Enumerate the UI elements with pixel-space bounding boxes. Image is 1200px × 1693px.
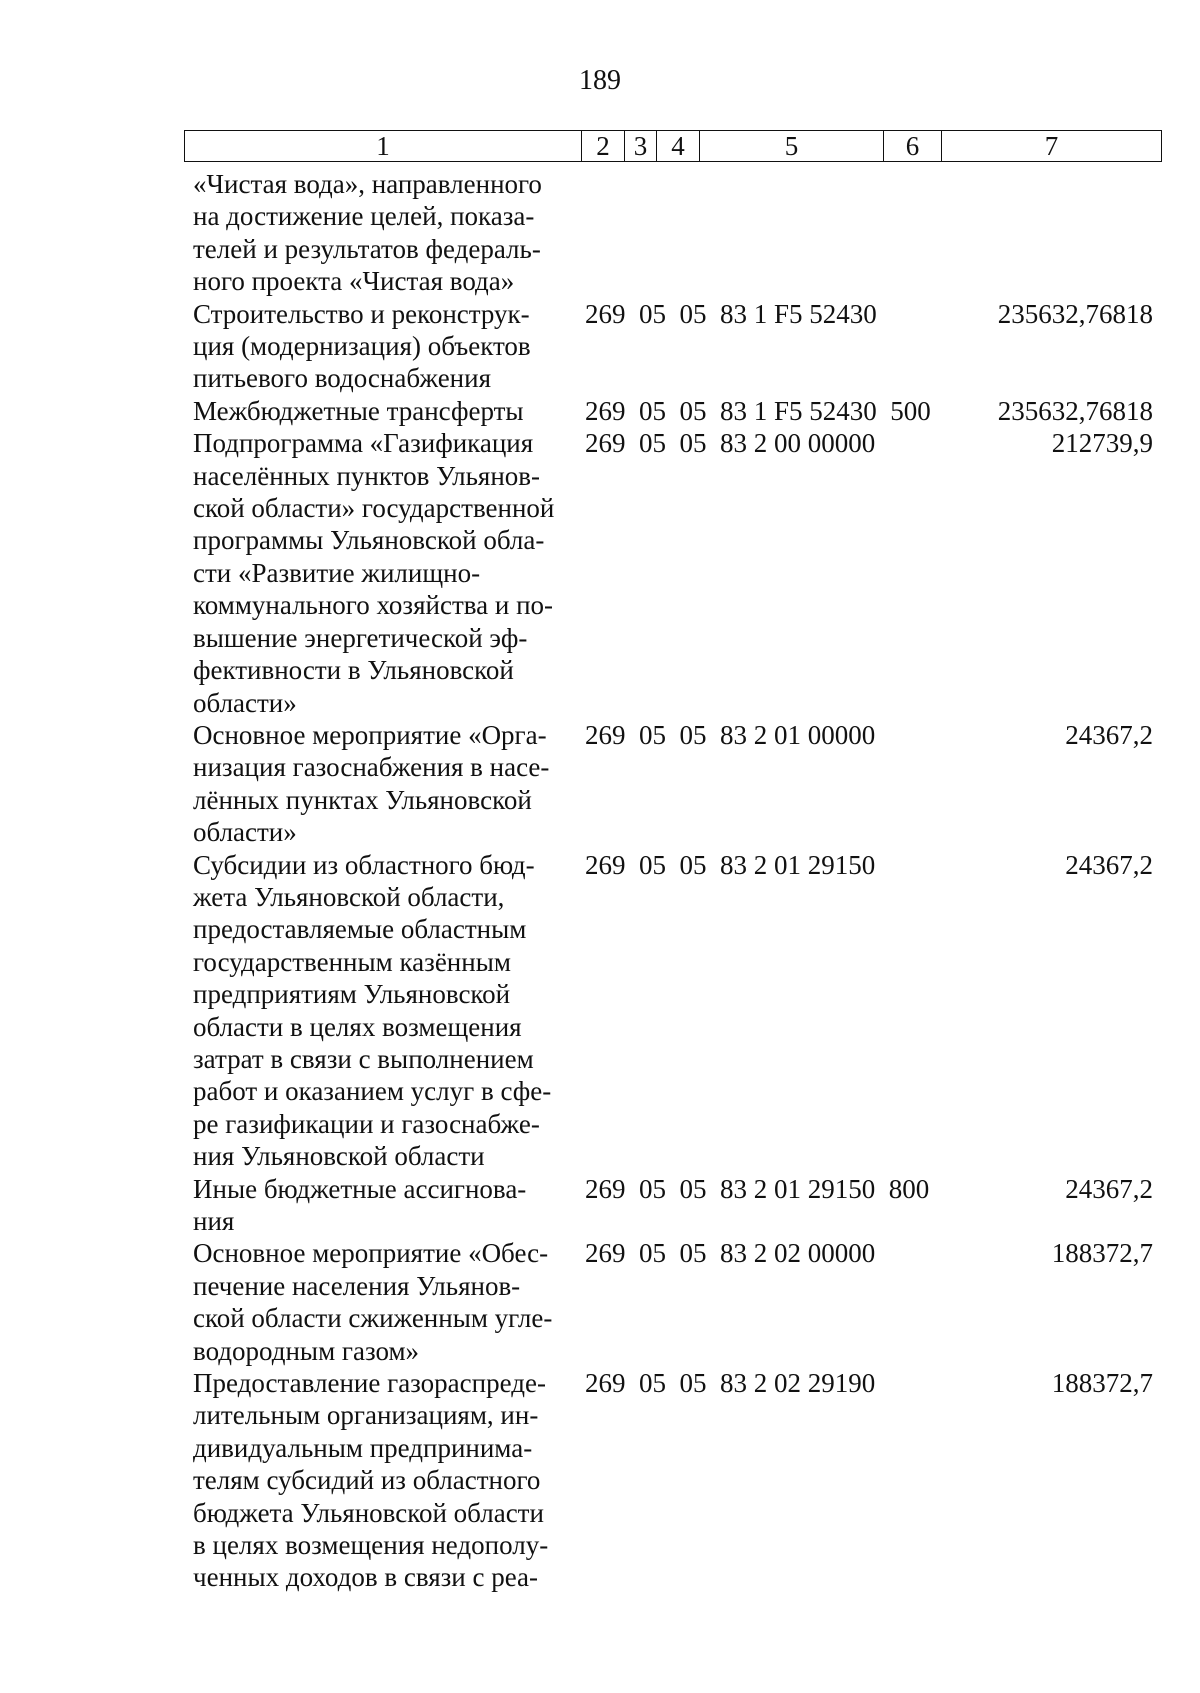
row-name-line: ченных доходов в связи с реа- bbox=[193, 1562, 539, 1593]
row-name-line: Иные бюджетные ассигнова- bbox=[193, 1173, 527, 1204]
row-name bbox=[193, 395, 571, 427]
row-name-line: водородным газом» bbox=[193, 1335, 420, 1366]
row-name-line: ния bbox=[193, 1206, 235, 1236]
row-name-line: ция (модернизация) объектов bbox=[193, 331, 531, 362]
header-col-2: 2 bbox=[582, 131, 625, 161]
header-col-6: 6 bbox=[884, 131, 942, 161]
row-name-line: ния Ульяновской области bbox=[193, 1141, 485, 1172]
row-name-line: лённых пунктах Ульяновской bbox=[193, 784, 532, 815]
row-name-line: населённых пунктов Ульянов- bbox=[193, 460, 541, 491]
row-name-line: бюджета Ульяновской области bbox=[193, 1497, 544, 1528]
row-code: 269 05 05 83 2 00 00000 bbox=[585, 428, 876, 459]
row-name bbox=[193, 168, 571, 298]
table-row bbox=[193, 298, 1153, 395]
row-value: 188372,7 bbox=[1051, 1368, 1153, 1399]
row-name-line: затрат в связи с выполнением bbox=[193, 1043, 534, 1074]
row-name bbox=[193, 298, 571, 395]
row-name-line: телям субсидий из областного bbox=[193, 1465, 541, 1496]
row-name-line: сти «Развитие жилищно- bbox=[193, 557, 481, 588]
header-col-5: 5 bbox=[700, 131, 884, 161]
row-name bbox=[193, 1367, 571, 1594]
row-name-line: области» bbox=[193, 687, 297, 718]
page-number: 189 bbox=[579, 65, 621, 96]
table-row bbox=[193, 719, 1153, 849]
row-name-line: «Чистая вода», направленного bbox=[193, 169, 542, 199]
row-code: 269 05 05 83 2 02 29190 bbox=[585, 1368, 876, 1399]
row-value: 235632,76818 bbox=[997, 298, 1153, 329]
table-row bbox=[193, 1173, 1153, 1238]
table-row bbox=[193, 395, 1153, 427]
row-name-line: вышение энергетической эф- bbox=[193, 622, 528, 653]
row-name-line: области» bbox=[193, 817, 297, 848]
row-value: 188372,7 bbox=[1051, 1238, 1153, 1269]
row-name-line: низация газоснабжения в насе- bbox=[193, 752, 550, 783]
table-row bbox=[193, 1367, 1153, 1594]
row-name-line: Основное мероприятие «Обес- bbox=[193, 1238, 549, 1269]
row-name-line: предоставляемые областным bbox=[193, 914, 527, 945]
header-col-7: 7 bbox=[1044, 131, 1059, 161]
row-name bbox=[193, 849, 571, 1173]
row-name-line: питьевого водоснабжения bbox=[193, 363, 491, 394]
row-name-line: дивидуальным предпринима- bbox=[193, 1432, 533, 1463]
row-value: 24367,2 bbox=[1065, 849, 1153, 880]
row-name-line: Предоставление газораспреде- bbox=[193, 1368, 546, 1399]
header-col-4: 4 bbox=[657, 131, 700, 161]
row-name-line: Межбюджетные трансферты bbox=[193, 395, 524, 426]
row-name-line: ре газификации и газоснабже- bbox=[193, 1108, 540, 1139]
row-name-line: жета Ульяновской области, bbox=[193, 881, 505, 912]
row-name-line: в целях возмещения недополу- bbox=[193, 1530, 549, 1561]
row-name-line: Субсидии из областного бюд- bbox=[193, 849, 535, 880]
header-col-1: 1 bbox=[185, 131, 582, 161]
row-name-line: телей и результатов федераль- bbox=[193, 233, 541, 264]
row-name-line: работ и оказанием услуг в сфе- bbox=[193, 1076, 552, 1107]
row-code: 269 05 05 83 2 01 00000 bbox=[585, 719, 876, 750]
table-row bbox=[193, 427, 1153, 719]
row-code: 269 05 05 83 2 01 29150 bbox=[585, 849, 876, 880]
row-value: 235632,76818 bbox=[997, 395, 1153, 426]
row-name-line: лительным организациям, ин- bbox=[193, 1400, 539, 1431]
table-header bbox=[184, 130, 1162, 162]
row-name-line: фективности в Ульяновской bbox=[193, 655, 514, 686]
row-name-line: на достижение целей, показа- bbox=[193, 201, 535, 232]
row-name bbox=[193, 1173, 571, 1238]
row-name-line: ного проекта «Чистая вода» bbox=[193, 266, 515, 297]
row-name-line: государственным казённым bbox=[193, 946, 511, 977]
row-name bbox=[193, 719, 571, 849]
header-col-3: 3 bbox=[625, 131, 657, 161]
row-name-line: печение населения Ульянов- bbox=[193, 1270, 521, 1301]
row-value: 212739,9 bbox=[1051, 428, 1153, 459]
row-code: 269 05 05 83 1 F5 52430 bbox=[585, 298, 877, 329]
row-name-line: коммунального хозяйства и по- bbox=[193, 590, 554, 621]
table-row bbox=[193, 168, 1153, 298]
row-name-line: Подпрограмма «Газификация bbox=[193, 428, 534, 459]
row-name-line: ской области» государственной bbox=[193, 493, 555, 524]
row-name-line: Основное мероприятие «Орга- bbox=[193, 719, 547, 750]
row-value: 24367,2 bbox=[1065, 1173, 1153, 1204]
table-row bbox=[193, 849, 1153, 1173]
row-code: 269 05 05 83 2 01 29150 800 bbox=[585, 1173, 930, 1204]
row-code: 269 05 05 83 2 02 00000 bbox=[585, 1238, 876, 1269]
table-row bbox=[193, 1237, 1153, 1367]
row-name-line: программы Ульяновской обла- bbox=[193, 525, 545, 556]
row-value: 24367,2 bbox=[1065, 719, 1153, 750]
row-code: 269 05 05 83 1 F5 52430 500 bbox=[585, 395, 931, 426]
row-name bbox=[193, 427, 571, 719]
row-name-line: области в целях возмещения bbox=[193, 1011, 522, 1042]
row-name bbox=[193, 1237, 571, 1367]
row-name-line: ской области сжиженным угле- bbox=[193, 1303, 553, 1334]
table-body bbox=[193, 168, 1153, 1594]
row-name-line: Строительство и реконструк- bbox=[193, 298, 530, 329]
row-name-line: предприятиям Ульяновской bbox=[193, 979, 511, 1010]
